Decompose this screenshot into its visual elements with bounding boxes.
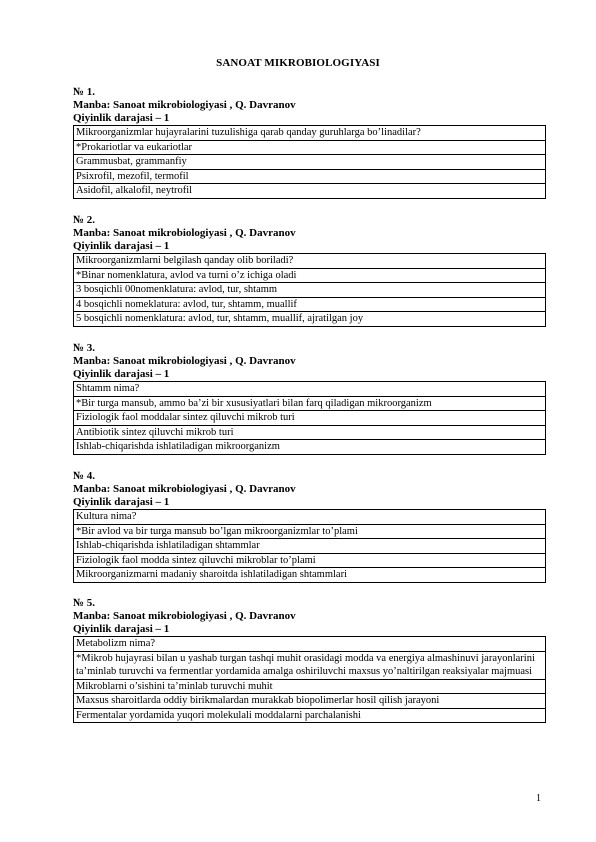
question-table [73, 381, 546, 455]
question-text: Shtamm nima? [74, 382, 546, 397]
answer-option: Grammusbat, grammanfiy [74, 155, 546, 170]
question-block-1 [73, 86, 546, 199]
answer-option: Asidofil, alkalofil, neytrofil [74, 184, 546, 199]
question-difficulty: Qiyinlik darajasi – 1 [73, 496, 170, 508]
answer-option: Psixrofil, mezofil, termofil [74, 169, 546, 184]
answer-option: Fiziologik faol modda sintez qiluvchi mikroblar to’plami [74, 553, 546, 568]
question-block-3 [73, 342, 546, 455]
answer-option: Maxsus sharoitlarda oddiy birikmalardan murakkab biopolimerlar hosil qilish jarayoni [74, 694, 546, 709]
answer-option: Antibiotik sintez qiluvchi mikrob turi [74, 425, 546, 440]
question-number: № 5. [73, 597, 96, 609]
correct-answer: *Prokariotlar va eukariotlar [74, 140, 546, 155]
question-source: Manba: Sanoat mikrobiologiyasi , Q. Davranov [73, 227, 296, 239]
page-title: SANOAT MIKROBIOLOGIYASI [216, 57, 380, 69]
question-difficulty: Qiyinlik darajasi – 1 [73, 112, 170, 124]
answer-option: 5 bosqichli nomenklatura: avlod, tur, shtamm, muallif, ajratilgan joy [74, 312, 546, 327]
question-table [73, 636, 546, 723]
answer-option: 3 bosqichli 00nomenklatura: avlod, tur, shtamm [74, 283, 546, 298]
question-text: Metabolizm nima? [74, 637, 546, 652]
question-difficulty: Qiyinlik darajasi – 1 [73, 368, 170, 380]
question-block-5 [73, 597, 546, 723]
answer-option: Mikroorganizmarni madaniy sharoitda ishlatiladigan shtammlari [74, 568, 546, 583]
question-table [73, 125, 546, 199]
question-block-4 [73, 470, 546, 583]
question-text: Kultura nima? [74, 510, 546, 525]
answer-option: Fiziologik faol moddalar sintez qiluvchi mikrob turi [74, 411, 546, 426]
question-source: Manba: Sanoat mikrobiologiyasi , Q. Davranov [73, 355, 296, 367]
question-text: Mikroorganizmlarni belgilash qanday olib boriladi? [74, 254, 546, 269]
question-block-2 [73, 214, 546, 327]
answer-option: Mikroblarni o’sishini ta’minlab turuvchi muhit [74, 679, 546, 694]
answer-option: Fermentalar yordamida yuqori molekulali moddalarni parchalanishi [74, 708, 546, 723]
answer-option: Ishlab-chiqarishda ishlatiladigan shtammlar [74, 539, 546, 554]
question-difficulty: Qiyinlik darajasi – 1 [73, 240, 170, 252]
question-table [73, 509, 546, 583]
question-number: № 1. [73, 86, 96, 98]
question-number: № 4. [73, 470, 96, 482]
question-source: Manba: Sanoat mikrobiologiyasi , Q. Davranov [73, 483, 296, 495]
question-source: Manba: Sanoat mikrobiologiyasi , Q. Davranov [73, 610, 296, 622]
answer-option: 4 bosqichli nomeklatura: avlod, tur, shtamm, muallif [74, 297, 546, 312]
question-difficulty: Qiyinlik darajasi – 1 [73, 623, 170, 635]
page-number: 1 [536, 793, 541, 804]
answer-option: Ishlab-chiqarishda ishlatiladigan mikroorganizm [74, 440, 546, 455]
question-number: № 2. [73, 214, 96, 226]
correct-answer: *Mikrob hujayrasi bilan u yashab turgan tashqi muhit orasidagi modda va energiya almashinuvi jarayonlarini ta’minlab turuvchi va fermentlar yordamida amalga oshiriluvchi maxsus yo’naltirilgan reaksiyalar majmuasi [74, 651, 546, 679]
correct-answer: *Bir turga mansub, ammo ba’zi bir xususiyatlari bilan farq qiladigan mikroorganizm [74, 396, 546, 411]
question-number: № 3. [73, 342, 96, 354]
correct-answer: *Binar nomenklatura, avlod va turni o’z ichiga oladi [74, 268, 546, 283]
question-text: Mikroorganizmlar hujayralarini tuzulishiga qarab qanday guruhlarga bo’linadilar? [74, 126, 546, 141]
question-table [73, 253, 546, 327]
question-source: Manba: Sanoat mikrobiologiyasi , Q. Davranov [73, 99, 296, 111]
correct-answer: *Bir avlod va bir turga mansub bo’lgan mikroorganizmlar to’plami [74, 524, 546, 539]
